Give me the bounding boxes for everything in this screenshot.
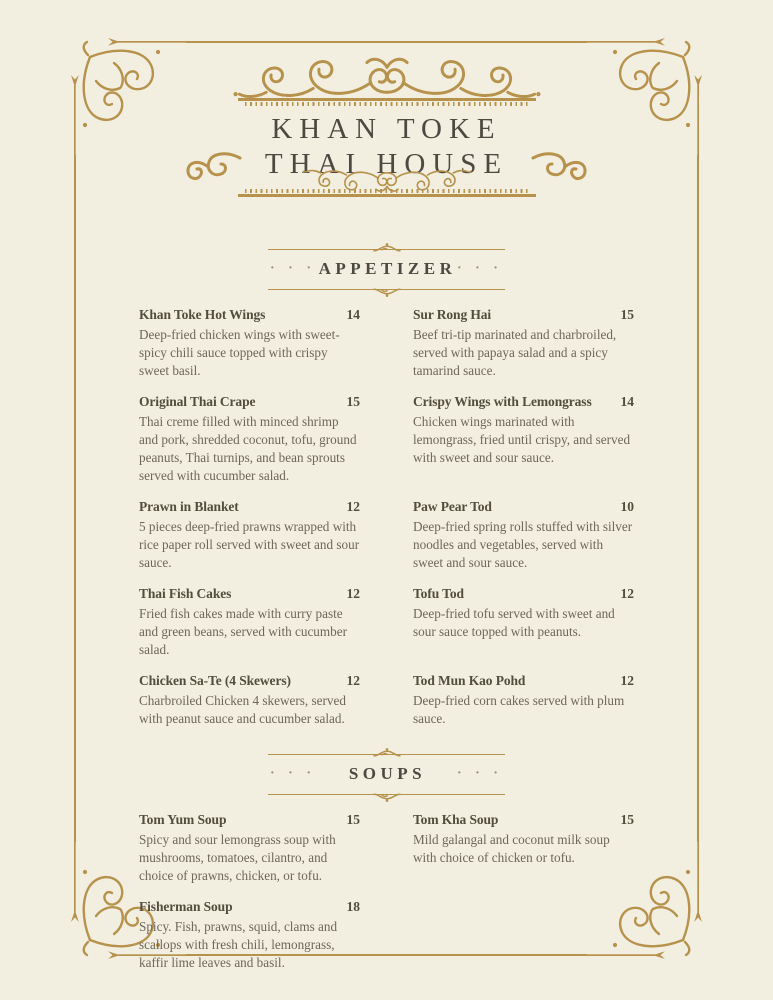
menu-item-description: Thai creme filled with minced shrimp and pork, shredded coconut, tofu, ground peanuts, Thai turnips, and bean sprouts served with cucumber salad. [139, 414, 357, 483]
menu-item-price: 12 [346, 673, 360, 688]
brand-header [0, 52, 773, 241]
menu-item-name: Thai Fish Cakes [139, 586, 232, 601]
dots-ornament: · · · [456, 766, 503, 781]
menu-item [413, 671, 634, 728]
section-rule-crest-icon [370, 793, 404, 802]
section-header-soups [268, 754, 505, 795]
menu-item [139, 671, 360, 728]
menu-item [413, 810, 634, 885]
soups-items-grid [0, 810, 773, 972]
menu-item-price: 12 [346, 499, 360, 514]
menu-item-price: 14 [346, 307, 360, 322]
section-rule [268, 754, 505, 755]
menu-item [413, 305, 634, 380]
menu-item-description: Spicy and sour lemongrass soup with mushrooms, tomatoes, cilantro, and choice of prawns, chicken, or tofu. [139, 832, 336, 883]
menu-item-name: Prawn in Blanket [139, 499, 239, 514]
menu-item-price: 14 [620, 394, 634, 409]
menu-item-price: 12 [620, 586, 634, 601]
section-header-appetizer [268, 249, 505, 290]
section-rule [268, 249, 505, 250]
menu-item-name: Fisherman Soup [139, 899, 233, 914]
menu-item-description: Deep-fried corn cakes served with plum sauce. [413, 693, 625, 726]
title-side-curl-icon [530, 149, 588, 181]
menu-item-header [139, 392, 360, 411]
menu-item-price: 15 [620, 307, 634, 322]
menu-item-name: Crispy Wings with Lemongrass [413, 394, 592, 409]
menu-item-name: Paw Pear Tod [413, 499, 492, 514]
menu-item-price: 12 [346, 586, 360, 601]
section-rule [268, 794, 505, 795]
menu-item-header [139, 584, 360, 603]
menu-item-header [139, 305, 360, 324]
section-title: APPETIZER [318, 259, 457, 278]
section-rule-crest-icon [370, 288, 404, 297]
menu-item-header [413, 497, 634, 516]
menu-item-header [139, 497, 360, 516]
menu-item-description: 5 pieces deep-fried prawns wrapped with rice paper roll served with sweet and sour sauce. [139, 519, 360, 570]
menu-item [139, 810, 360, 885]
menu-item [413, 584, 634, 659]
menu-item-name: Tom Kha Soup [413, 812, 499, 827]
menu-item-description: Mild galangal and coconut milk soup with choice of chicken or tofu. [413, 832, 610, 865]
menu-item-description: Deep-fried spring rolls stuffed with silver noodles and vegetables, served with sweet and sour sauce. [413, 519, 633, 570]
menu-item [139, 392, 360, 485]
menu-item-description: Fried fish cakes made with curry paste and green beans, served with cucumber salad. [139, 606, 347, 657]
menu-item-price: 18 [346, 899, 360, 914]
menu-item-description: Spicy. Fish, prawns, squid, clams and scallops with fresh chili, lemongrass, kaffir lime leaves and basil. [139, 919, 338, 970]
dots-ornament: · · · [270, 766, 317, 781]
menu-item-header [413, 392, 634, 411]
menu-item-price: 15 [346, 394, 360, 409]
menu-item [139, 584, 360, 659]
menu-item-price: 15 [346, 812, 360, 827]
title-side-curl-icon [185, 149, 243, 181]
header-crest-icon [222, 52, 552, 98]
menu-item-description: Beef tri-tip marinated and charbroiled, served with papaya salad and a spicy tamarind sauce. [413, 327, 617, 378]
menu-item-price: 15 [620, 812, 634, 827]
menu-item-description: Deep-fried chicken wings with sweet-spicy chili sauce topped with crispy sweet basil. [139, 327, 340, 378]
menu-item-header [139, 810, 360, 829]
menu-item-name: Chicken Sa-Te (4 Skewers) [139, 673, 291, 688]
menu-item-price: 12 [620, 673, 634, 688]
footer-crest-icon [296, 170, 478, 195]
menu-item-price: 10 [620, 499, 634, 514]
menu-item-header [413, 671, 634, 690]
appetizer-items-grid [0, 305, 773, 728]
section-rule [268, 289, 505, 290]
menu-item-name: Original Thai Crape [139, 394, 256, 409]
menu-item-name: Tom Yum Soup [139, 812, 227, 827]
menu-item-header [139, 671, 360, 690]
menu-item [139, 305, 360, 380]
dots-ornament: · · · [456, 261, 503, 276]
comb-divider-icon [238, 98, 536, 108]
menu-item [139, 897, 360, 972]
menu-item-name: Sur Rong Hai [413, 307, 492, 322]
section-title: SOUPS [348, 764, 427, 783]
dots-ornament: · · · [270, 261, 317, 276]
menu-item [139, 497, 360, 572]
menu-item-description: Deep-fried tofu served with sweet and sour sauce topped with peanuts. [413, 606, 615, 639]
menu-item-header [413, 810, 634, 829]
menu-item [413, 497, 634, 572]
menu-item-name: Tod Mun Kao Pohd [413, 673, 526, 688]
menu-item [413, 392, 634, 485]
brand-name-line2: THAI HOUSE [264, 148, 509, 180]
menu-item-header [413, 584, 634, 603]
menu-item-header [139, 897, 360, 916]
menu-item-name: Tofu Tod [413, 586, 464, 601]
section-rule-crest-icon [370, 748, 404, 757]
menu-item-description: Charbroiled Chicken 4 skewers, served with peanut sauce and cucumber salad. [139, 693, 346, 726]
section-rule-crest-icon [370, 243, 404, 252]
menu-item-description: Chicken wings marinated with lemongrass, fried until crispy, and served with sweet and sour sauce. [413, 414, 631, 465]
menu-item-name: Khan Toke Hot Wings [139, 307, 266, 322]
brand-name-line1: KHAN TOKE [271, 113, 502, 145]
menu-item-header [413, 305, 634, 324]
